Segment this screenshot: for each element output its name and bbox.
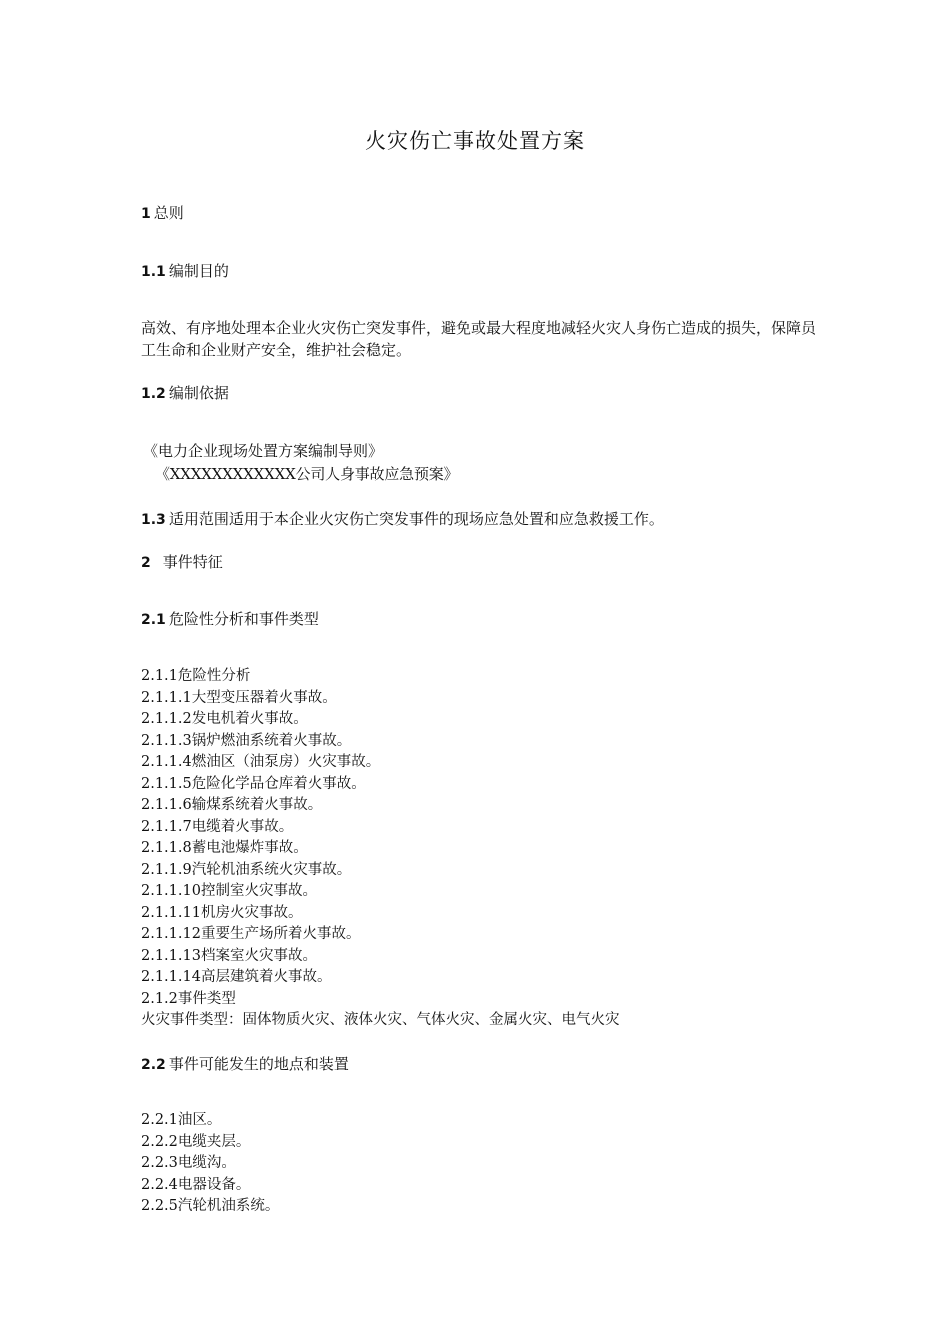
list-item: 2.2.4电器设备。 [141,1176,251,1193]
list-item: 2.1.2事件类型 [141,990,236,1007]
section-1-heading [141,202,184,225]
list-item: 2.2.3电缆沟。 [141,1155,236,1171]
list-item: 2.1.1.5危险化学品仓库着火事故。 [141,775,366,792]
section-label: 危险性分析和事件类型 [168,610,319,628]
section-number: 2 [141,555,151,571]
section-1-2-heading [141,382,229,405]
document-title: 火灾伤亡事故处置方案 [365,129,585,153]
list-item: 2.2.5汽轮机油系统。 [141,1198,280,1214]
section-label: 编制目的 [168,262,229,280]
list-item: 2.1.1.10控制室火灾事故。 [141,883,317,899]
list-item: 2.1.1.8蓄电池爆炸事故。 [141,840,308,856]
section-number: 2.2 [141,1057,166,1073]
section-number: 1.1 [141,264,166,280]
section-number: 1.3 [141,512,166,528]
section-2-2-heading [141,1053,349,1076]
section-1-1-heading [141,260,229,283]
list-item: 2.1.1.2发电机着火事故。 [141,711,308,727]
section-number: 1 [141,206,151,222]
section-label: 总则 [153,204,184,222]
list-item: 2.1.1.3锅炉燃油系统着火事故。 [141,732,352,749]
list-item: 2.1.1.14高层建筑着火事故。 [141,969,332,985]
purpose-paragraph: 高效、有序地处理本企业火灾伤亡突发事件，避免或最大程度地减轻火灾人身伤亡造成的损失，保障员工生命和企业财产安全，维护社会稳定。 [141,319,817,359]
list-item: 2.2.2电缆夹层。 [141,1133,251,1150]
list-item: 火灾事件类型：固体物质火灾、液体火灾、气体火灾、金属火灾、电气火灾 [141,1012,620,1028]
section-label: 编制依据 [168,384,229,402]
section-1-3-heading [141,508,664,531]
section-label: 事件可能发生的地点和装置 [168,1055,349,1073]
list-item: 2.1.1.7电缆着火事故。 [141,818,294,835]
reference-item: 《电力企业现场处置方案编制导则》 [143,442,384,460]
list-item: 2.1.1.6输煤系统着火事故。 [141,797,323,813]
location-list [141,1110,279,1218]
list-item: 2.1.1.4燃油区（油泵房）火灾事故。 [141,754,381,770]
list-item: 2.1.1危险性分析 [141,668,251,684]
list-item: 2.1.1.13档案室火灾事故。 [141,947,317,964]
list-item: 2.2.1油区。 [141,1112,222,1128]
list-item: 2.1.1.12重要生产场所着火事故。 [141,926,361,942]
list-item: 2.1.1.1大型变压器着火事故。 [141,689,337,706]
reference-item: 《XXXXXXXXXXXX公司人身事故应急预案》 [155,465,459,483]
section-2-1-heading [141,608,319,631]
hazard-list [141,666,620,1032]
section-number: 2.1 [141,612,166,628]
section-label: 事件特征 [162,553,223,571]
section-number: 1.2 [141,386,166,402]
section-2-heading [141,551,223,574]
section-label: 适用范围适用于本企业火灾伤亡突发事件的现场应急处置和应急救援工作。 [168,510,664,528]
list-item: 2.1.1.11机房火灾事故。 [141,904,303,921]
list-item: 2.1.1.9汽轮机油系统火灾事故。 [141,861,352,878]
